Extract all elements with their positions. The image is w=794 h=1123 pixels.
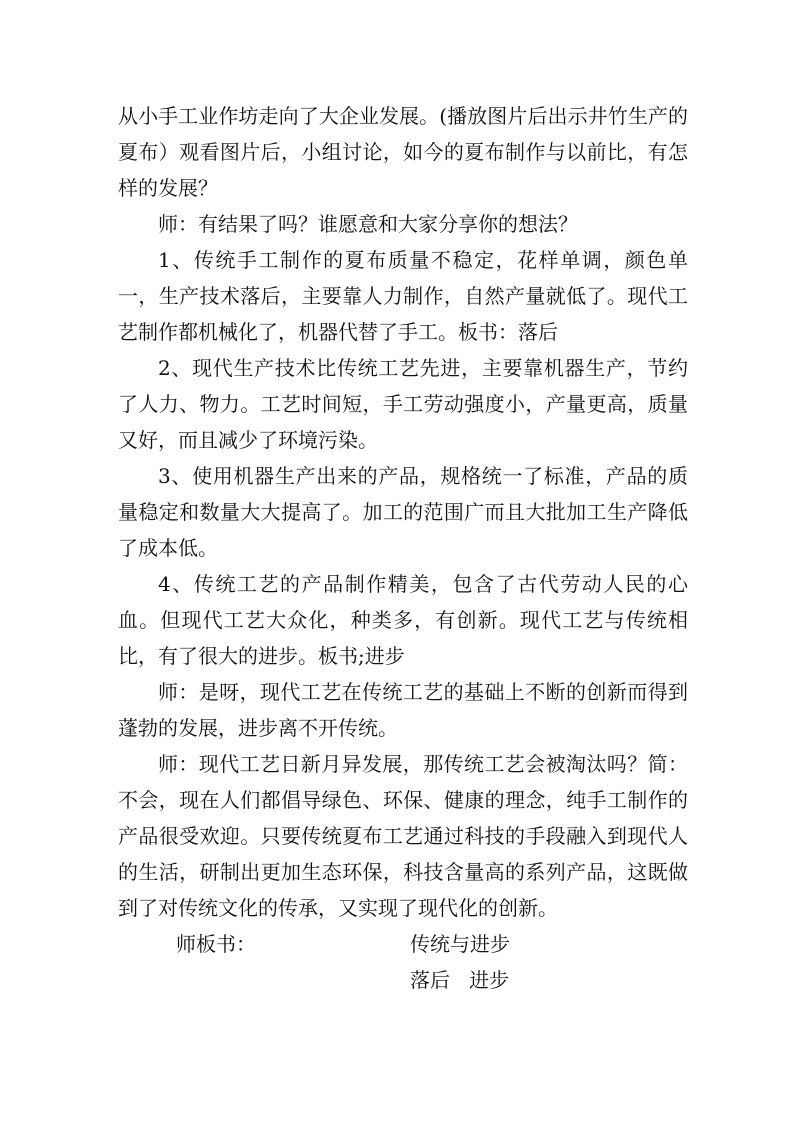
- board-title: 传统与进步: [410, 932, 510, 956]
- paragraph-point-2: 2、现代生产技术比传统工艺先进，主要靠机器生产，节约了人力、物力。工艺时间短，手工劳动强度小，产量更高，质量又好，而且减少了环境污染。: [118, 356, 688, 452]
- board-label: 师板书：: [176, 932, 256, 956]
- paragraph-teacher-question: 师：有结果了吗？谁愿意和大家分享你的想法？: [158, 212, 578, 236]
- board-line2: 落后 进步: [410, 968, 510, 992]
- paragraph-point-4: 4、传统工艺的产品制作精美，包含了古代劳动人民的心血。但现代工艺大众化，种类多，有创新。现代工艺与传统相比，有了很大的进步。板书;进步: [118, 572, 688, 668]
- paragraph-point-3: 3、使用机器生产出来的产品，规格统一了标准，产品的质量稳定和数量大大提高了。加工的范围广而且大批加工生产降低了成本低。: [118, 464, 688, 560]
- paragraph-intro: 从小手工业作坊走向了大企业发展。(播放图片后出示井竹生产的夏布）观看图片后，小组讨论，如今的夏布制作与以前比，有怎样的发展？: [118, 104, 688, 200]
- paragraph-teacher-summary: 师：是呀，现代工艺在传统工艺的基础上不断的创新而得到蓬勃的发展，进步离不开传统。: [118, 680, 688, 740]
- document-body: [118, 98, 688, 992]
- blackboard-summary: [118, 926, 688, 1006]
- paragraph-teacher-discussion: 师：现代工艺日新月异发展，那传统工艺会被淘汰吗？简：不会，现在人们都倡导绿色、环保、健康的理念，纯手工制作的产品很受欢迎。只要传统夏布工艺通过科技的手段融入到现代人的生活，研制出更加生态环保，科技含量高的系列产品，这既做到了对传统文化的传承，又实现了现代化的创新。: [118, 752, 688, 920]
- paragraph-point-1: 1、传统手工制作的夏布质量不稳定，花样单调，颜色单一，生产技术落后，主要靠人力制作，自然产量就低了。现代工艺制作都机械化了，机器代替了手工。板书：落后: [118, 248, 688, 344]
